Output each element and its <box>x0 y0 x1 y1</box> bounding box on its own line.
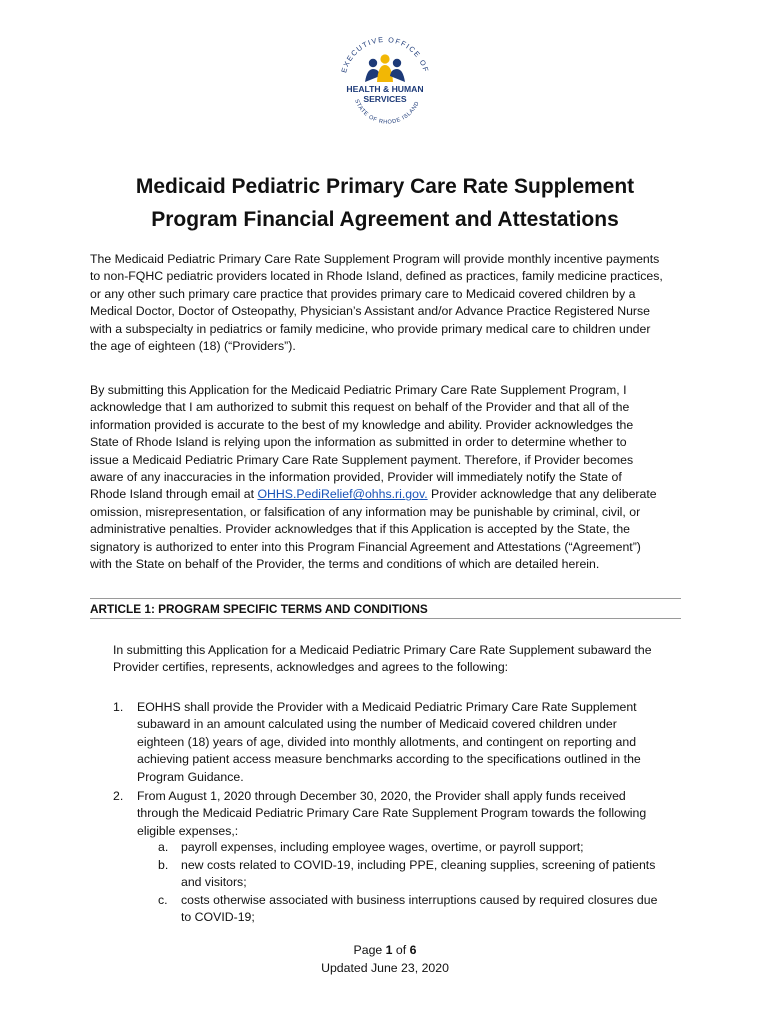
eohhs-seal-icon <box>333 30 437 134</box>
paragraph-line: signatory is authorized to enter into this Program Financial Agreement and Attestations (“Agreement”) <box>90 539 641 554</box>
list-item-line: EOHHS shall provide the Provider with a Medicaid Pediatric Primary Care Rate Supplement <box>137 700 637 714</box>
sub-item-letter: a. <box>158 840 169 854</box>
document-title <box>60 170 710 236</box>
intro-line: Provider certifies, represents, acknowledges and agrees to the following: <box>113 660 509 675</box>
paragraph-line: to non-FQHC pediatric providers located in Rhode Island, defined as practices, family medicine practices, <box>90 269 663 284</box>
paragraph-line: Medical Doctor, Doctor of Osteopathy, Physician’s Assistant and/or Advance Practice Registered Nurse <box>90 304 651 319</box>
paragraph-line: or any other such primary care practice that provides primary care to Medicaid covered children by a <box>90 286 636 301</box>
sub-item-line: costs otherwise associated with business interruptions caused by required closures due <box>181 893 658 907</box>
title-line-2: Program Financial Agreement and Attestations <box>151 208 619 231</box>
email-line <box>90 486 690 503</box>
title-line-1: Medicaid Pediatric Primary Care Rate Supplement <box>135 175 635 198</box>
list-item-line: eligible expenses,: <box>137 823 239 838</box>
logo-arc-bottom-text: STATE OF RHODE ISLAND <box>353 98 421 126</box>
email-line-prefix: Rhode Island through email at <box>90 487 258 502</box>
updated-date: Updated June 23, 2020 <box>321 961 449 975</box>
list-item-line: From August 1, 2020 through December 30, 2020, the Provider shall apply funds received <box>137 789 626 803</box>
attestation-paragraph <box>90 382 690 573</box>
list-item-number: 2. <box>113 789 124 803</box>
paragraph-line: information provided is accurate to the best of my knowledge and ability. Provider acknowledges the <box>90 417 634 432</box>
email-line-suffix: Provider acknowledge that any deliberate <box>427 487 657 502</box>
sub-item-line: and visitors; <box>181 875 247 890</box>
list-item-number: 1. <box>113 700 124 714</box>
paragraph-line: with a subspecialty in pediatrics or family medicine, who provide primary medical care to children under <box>90 321 651 336</box>
paragraph-line: omission, misrepresentation, or falsification of any information may be punishable by criminal, civil, or <box>90 504 641 519</box>
article-1-heading: ARTICLE 1: PROGRAM SPECIFIC TERMS AND CONDITIONS <box>90 598 681 619</box>
article-1-intro <box>113 642 693 677</box>
sub-item-line: new costs related to COVID-19, including PPE, cleaning supplies, screening of patients <box>181 858 656 872</box>
logo-line1: HEALTH & HUMAN <box>346 84 424 94</box>
intro-paragraph <box>90 251 690 355</box>
list-item-line: subaward in an amount calculated using the number of Medicaid covered children under <box>137 717 617 732</box>
intro-line: In submitting this Application for a Medicaid Pediatric Primary Care Rate Supplement subaward the <box>113 643 652 657</box>
sub-item-line: payroll expenses, including employee wages, overtime, or payroll support; <box>181 840 584 854</box>
page-footer <box>235 941 535 977</box>
page-number: Page 1 of 6 <box>353 943 417 957</box>
sub-item-line: to COVID-19; <box>181 910 255 925</box>
paragraph-line: issue a Medicaid Pediatric Primary Care Rate Supplement payment. Therefore, if Provider becomes <box>90 452 634 467</box>
eohhs-logo <box>333 30 437 134</box>
paragraph-line: acknowledge that I am authorized to submit this request on behalf of the Provider and that all of the <box>90 400 630 415</box>
paragraph-line: the age of eighteen (18) (“Providers”). <box>90 339 296 354</box>
paragraph-line: The Medicaid Pediatric Primary Care Rate Supplement Program will provide monthly incentive payments <box>90 252 660 266</box>
sub-item-letter: c. <box>158 893 168 907</box>
paragraph-line: with the State on behalf of the Provider, the terms and conditions of which are detailed herein. <box>90 557 600 572</box>
list-item-line: achieving patient access measure benchmarks according to the specifications outlined in the <box>137 752 641 767</box>
list-item-line: through the Medicaid Pediatric Primary Care Rate Supplement Program towards the following <box>137 806 647 821</box>
paragraph-line: By submitting this Application for the Medicaid Pediatric Primary Care Rate Supplement Program, I <box>90 383 627 397</box>
logo-line2: SERVICES <box>363 94 407 104</box>
paragraph-line: State of Rhode Island is relying upon the information as submitted in order to determine whether to <box>90 435 627 450</box>
paragraph-line: administrative penalties. Provider acknowledges that if this Application is accepted by the State, the <box>90 522 631 537</box>
logo-arc-top-text: EXECUTIVE OFFICE OF <box>339 34 431 74</box>
paragraph-line: aware of any inaccuracies in the information provided, Provider will immediately notify the State of <box>90 470 622 485</box>
list-item-line: eighteen (18) years of age, divided into monthly allotments, and contingent on reporting and <box>137 734 637 749</box>
list-item-line: Program Guidance. <box>137 769 244 784</box>
sub-item-letter: b. <box>158 858 169 872</box>
email-link[interactable]: OHHS.PediRelief@ohhs.ri.gov. <box>257 487 428 502</box>
